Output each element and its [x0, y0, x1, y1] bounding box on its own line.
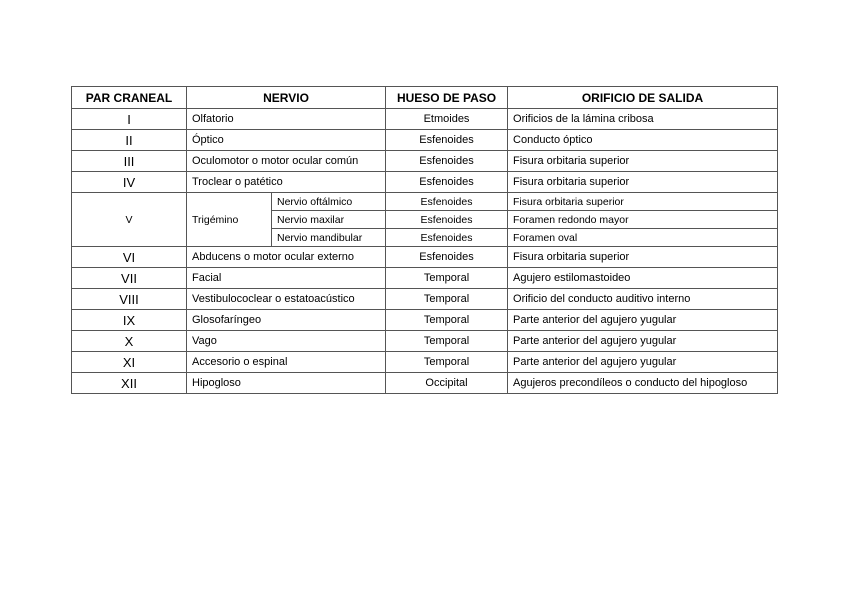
par-cell: VI: [72, 247, 187, 268]
hueso-cell: Temporal: [386, 268, 508, 289]
par-cell: I: [72, 109, 187, 130]
table-row: [72, 130, 778, 151]
par-cell: IX: [72, 310, 187, 331]
hueso-cell: Temporal: [386, 331, 508, 352]
table-row: [72, 268, 778, 289]
table-row: [72, 289, 778, 310]
nervio-cell: Glosofaríngeo: [187, 310, 386, 331]
nervio-cell: Vago: [187, 331, 386, 352]
hueso-cell: Temporal: [386, 310, 508, 331]
header-par-craneal: PAR CRANEAL: [72, 87, 187, 109]
rama-cell: Nervio oftálmico: [272, 193, 386, 211]
hueso-cell: Esfenoides: [386, 247, 508, 268]
hueso-cell: Temporal: [386, 289, 508, 310]
orificio-cell: Parte anterior del agujero yugular: [508, 331, 778, 352]
nervio-cell: Troclear o patético: [187, 172, 386, 193]
par-cell: X: [72, 331, 187, 352]
nervio-cell: Facial: [187, 268, 386, 289]
header-nervio: NERVIO: [187, 87, 386, 109]
table-row: [72, 247, 778, 268]
table-row-trigemino-oftalmico: [72, 193, 778, 211]
header-orificio-de-salida: ORIFICIO DE SALIDA: [508, 87, 778, 109]
table-row: [72, 352, 778, 373]
hueso-cell: Esfenoides: [386, 229, 508, 247]
table-row: [72, 109, 778, 130]
hueso-cell: Temporal: [386, 352, 508, 373]
hueso-cell: Esfenoides: [386, 172, 508, 193]
par-cell: XII: [72, 373, 187, 394]
hueso-cell: Esfenoides: [386, 211, 508, 229]
header-hueso-de-paso: HUESO DE PASO: [386, 87, 508, 109]
orificio-cell: Orificios de la lámina cribosa: [508, 109, 778, 130]
orificio-cell: Parte anterior del agujero yugular: [508, 310, 778, 331]
orificio-cell: Parte anterior del agujero yugular: [508, 352, 778, 373]
nervio-cell: Hipogloso: [187, 373, 386, 394]
orificio-cell: Fisura orbitaria superior: [508, 247, 778, 268]
orificio-cell: Agujero estilomastoideo: [508, 268, 778, 289]
rama-cell: Nervio maxilar: [272, 211, 386, 229]
par-cell: III: [72, 151, 187, 172]
table-row: [72, 373, 778, 394]
orificio-cell: Fisura orbitaria superior: [508, 172, 778, 193]
par-cell: VIII: [72, 289, 187, 310]
nervio-cell: Olfatorio: [187, 109, 386, 130]
table-row: [72, 331, 778, 352]
orificio-cell: Fisura orbitaria superior: [508, 151, 778, 172]
hueso-cell: Etmoides: [386, 109, 508, 130]
nervio-cell: Abducens o motor ocular externo: [187, 247, 386, 268]
hueso-cell: Esfenoides: [386, 151, 508, 172]
orificio-cell: Conducto óptico: [508, 130, 778, 151]
hueso-cell: Esfenoides: [386, 193, 508, 211]
nervio-cell: Vestibulococlear o estatoacústico: [187, 289, 386, 310]
table-row: [72, 310, 778, 331]
orificio-cell: Foramen oval: [508, 229, 778, 247]
hueso-cell: Occipital: [386, 373, 508, 394]
orificio-cell: Orificio del conducto auditivo interno: [508, 289, 778, 310]
cranial-nerves-table: [71, 86, 778, 394]
hueso-cell: Esfenoides: [386, 130, 508, 151]
nervio-cell: Óptico: [187, 130, 386, 151]
par-cell: XI: [72, 352, 187, 373]
par-cell: IV: [72, 172, 187, 193]
par-cell: VII: [72, 268, 187, 289]
orificio-cell: Fisura orbitaria superior: [508, 193, 778, 211]
orificio-cell: Agujeros precondíleos o conducto del hipogloso: [508, 373, 778, 394]
par-cell: II: [72, 130, 187, 151]
nervio-cell: Oculomotor o motor ocular común: [187, 151, 386, 172]
table-row: [72, 151, 778, 172]
nervio-cell: Trigémino: [187, 193, 272, 247]
orificio-cell: Foramen redondo mayor: [508, 211, 778, 229]
par-cell: V: [72, 193, 187, 247]
table-row: [72, 172, 778, 193]
nervio-cell: Accesorio o espinal: [187, 352, 386, 373]
header-row: [72, 87, 778, 109]
rama-cell: Nervio mandibular: [272, 229, 386, 247]
